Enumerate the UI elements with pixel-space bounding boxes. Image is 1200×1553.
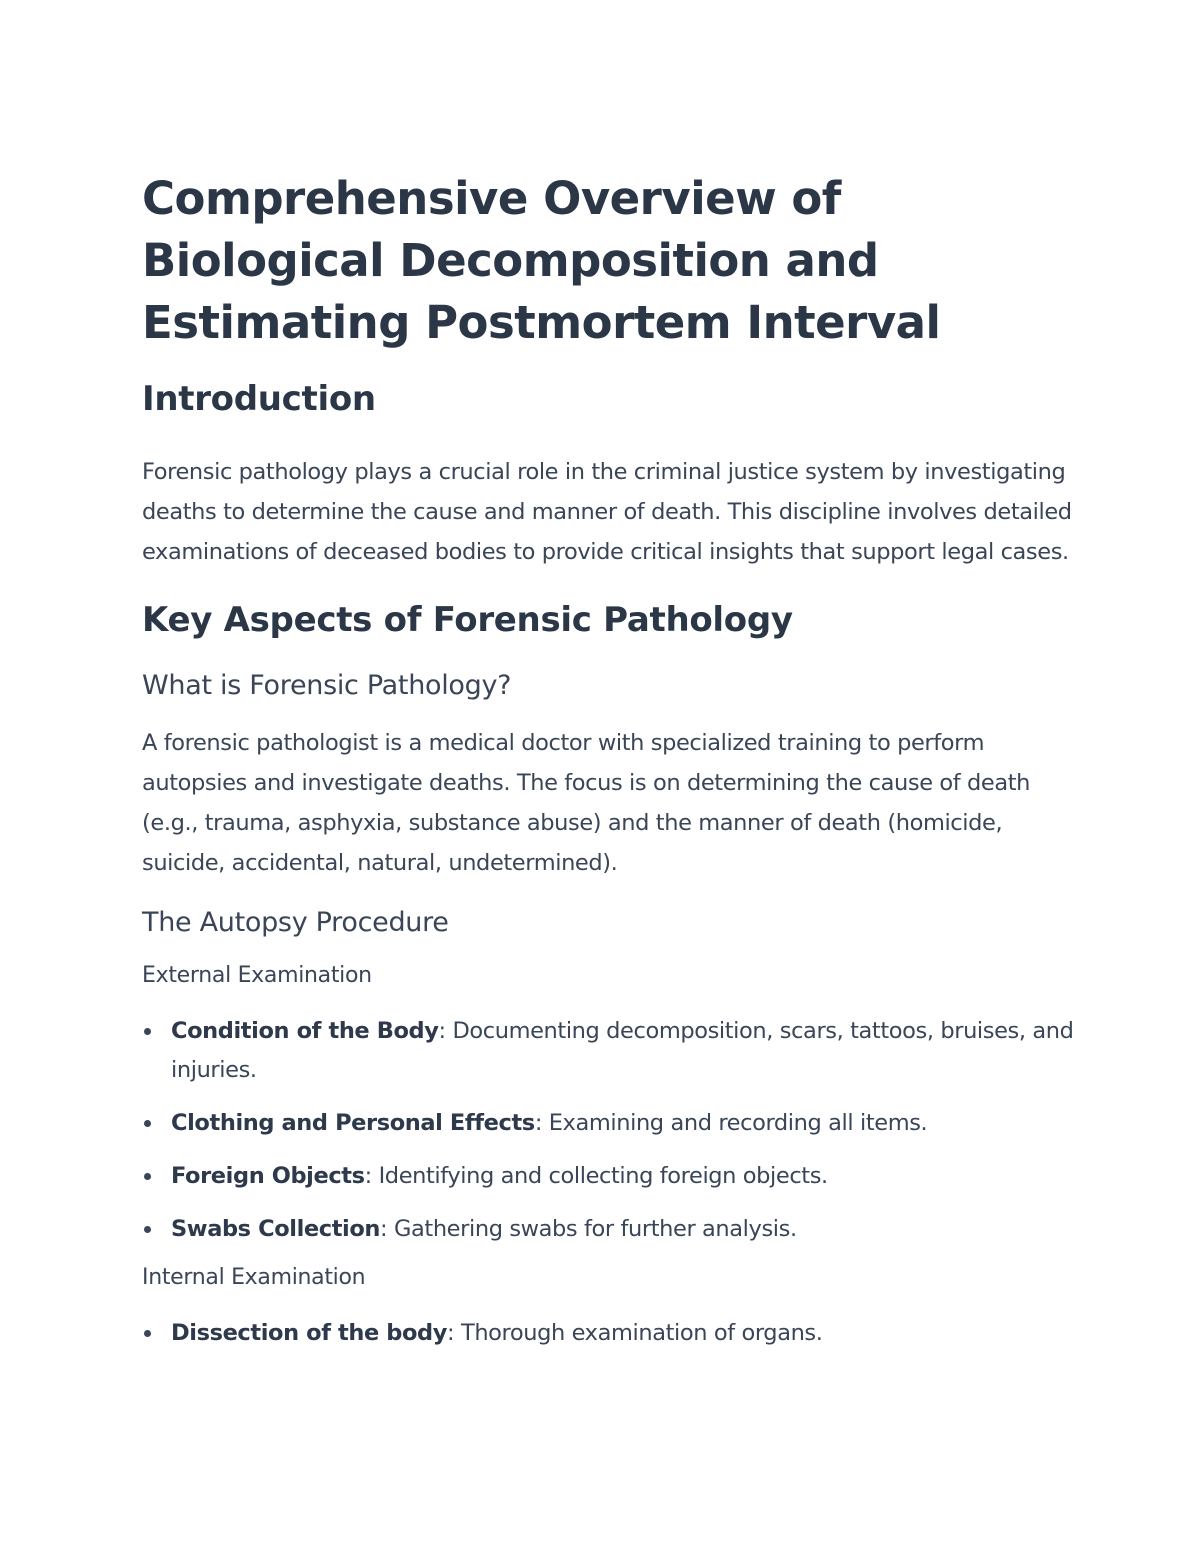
list-item-text: : Examining and recording all items.: [534, 1110, 928, 1136]
what-is-forensic-pathology-heading: What is Forensic Pathology?: [142, 670, 512, 701]
list-item: [142, 1104, 1082, 1143]
autopsy-procedure-heading: The Autopsy Procedure: [142, 907, 449, 938]
list-item: [142, 1157, 1082, 1196]
list-item-text: : Thorough examination of organs.: [447, 1320, 823, 1346]
list-item-text: : Documenting decomposition, scars, tattoos, bruises, and injuries.: [171, 1018, 1074, 1083]
what-is-forensic-pathology-paragraph: A forensic pathologist is a medical doctor with specialized training to perform autopsies and investigate deaths. The focus is on determining the cause of death (e.g., trauma, asphyxia, substance abuse) and the manner of death (homicide, suicide, accidental, natural, undetermined).: [142, 730, 1031, 876]
bullet-icon: [144, 1226, 151, 1233]
external-examination-heading: External Examination: [142, 963, 372, 988]
key-aspects-heading: Key Aspects of Forensic Pathology: [142, 600, 793, 640]
list-item: [142, 1012, 1082, 1090]
list-item: [142, 1210, 1082, 1249]
internal-examination-list: [142, 1314, 1082, 1353]
document-title: Comprehensive Overview of Biological Decomposition and Estimating Postmortem Interval: [142, 172, 941, 349]
internal-examination-heading: Internal Examination: [142, 1265, 366, 1290]
list-item-term: Dissection of the body: [171, 1320, 448, 1346]
list-item-term: Swabs Collection: [171, 1216, 381, 1242]
bullet-icon: [144, 1028, 151, 1035]
introduction-paragraph: Forensic pathology plays a crucial role in the criminal justice system by investigating deaths to determine the cause and manner of death. This discipline involves detailed examinations of deceased bodies to provide critical insights that support legal cases.: [142, 459, 1072, 565]
document-page: [142, 168, 1082, 1353]
bullet-icon: [144, 1120, 151, 1127]
external-examination-list: [142, 1012, 1082, 1249]
list-item-text: : Identifying and collecting foreign objects.: [364, 1163, 828, 1189]
introduction-heading: Introduction: [142, 379, 376, 419]
list-item: [142, 1314, 1082, 1353]
list-item-term: Clothing and Personal Effects: [171, 1110, 535, 1136]
list-item-text: : Gathering swabs for further analysis.: [380, 1216, 797, 1242]
list-item-term: Condition of the Body: [171, 1018, 439, 1044]
bullet-icon: [144, 1330, 151, 1337]
list-item-term: Foreign Objects: [171, 1163, 365, 1189]
bullet-icon: [144, 1173, 151, 1180]
